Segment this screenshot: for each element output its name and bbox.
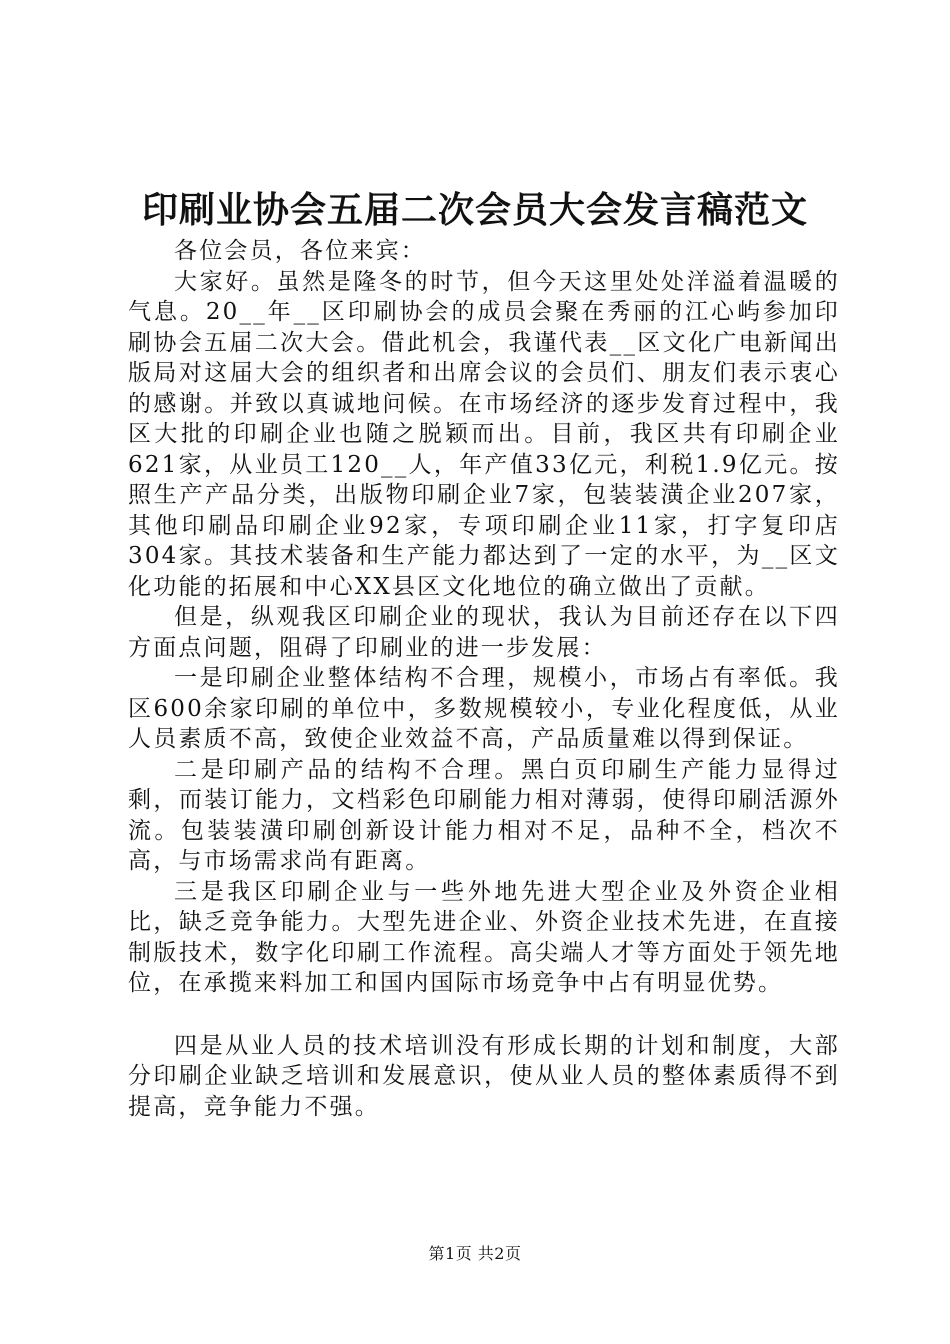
document-body [128, 236, 840, 1122]
paragraph-problem-one: 一是印刷企业整体结构不合理，规模小，市场占有率低。我区600余家印刷的单位中，多数规模较小，专业化程度低，从业人员素质不高，致使企业效益不高，产品质量难以得到保证。 [128, 665, 840, 752]
salutation: 各位会员，各位来宾： [174, 238, 426, 264]
paragraph-problems-intro: 但是，纵观我区印刷企业的现状，我认为目前还存在以下四方面点问题，阻碍了印刷业的进一步发展： [128, 604, 840, 661]
paragraph-greeting: 大家好。虽然是隆冬的时节，但今天这里处处洋溢着温暖的气息。20__年__区印刷协会的成员会聚在秀丽的江心屿参加印刷协会五届二次大会。借此机会，我谨代表__区文化广电新闻出版局对这届大会的组织者和出席会议的会员们、朋友们表示衷心的感谢。并致以真诚地问候。在市场经济的逐步发育过程中，我区大批的印刷企业也随之脱颖而出。目前，我区共有印刷企业621家，从业员工120__人，年产值33亿元，利税1.9亿元。按照生产产品分类，出版物印刷企业7家，包装装潢企业207家，其他印刷品印刷企业92家，专项印刷企业11家，打字复印店304家。其技术装备和生产能力都达到了一定的水平，为__区文化功能的拓展和中心XX县区文化地位的确立做出了贡献。 [128, 268, 840, 600]
paragraph-problem-two: 二是印刷产品的结构不合理。黑白页印刷生产能力显得过剩，而装订能力，文档彩色印刷能力相对薄弱，使得印刷活源外流。包装装潢印刷创新设计能力相对不足，品种不全，档次不高，与市场需求尚有距离。 [128, 756, 840, 874]
paragraph-problem-three: 三是我区印刷企业与一些外地先进大型企业及外资企业相比，缺乏竞争能力。大型先进企业、外资企业技术先进，在直接制版技术，数字化印刷工作流程。高尖端人才等方面处于领先地位，在承揽来料加工和国内国际市场竞争中占有明显优势。 [128, 878, 840, 996]
page-number-footer: 第1页 共2页 [428, 1244, 522, 1263]
document-title: 印刷业协会五届二次会员大会发言稿范文 [141, 189, 808, 231]
paragraph-problem-four: 四是从业人员的技术培训没有形成长期的计划和制度，大部分印刷企业缺乏培训和发展意识，使从业人员的整体素质得不到提高，竞争能力不强。 [128, 1032, 840, 1120]
